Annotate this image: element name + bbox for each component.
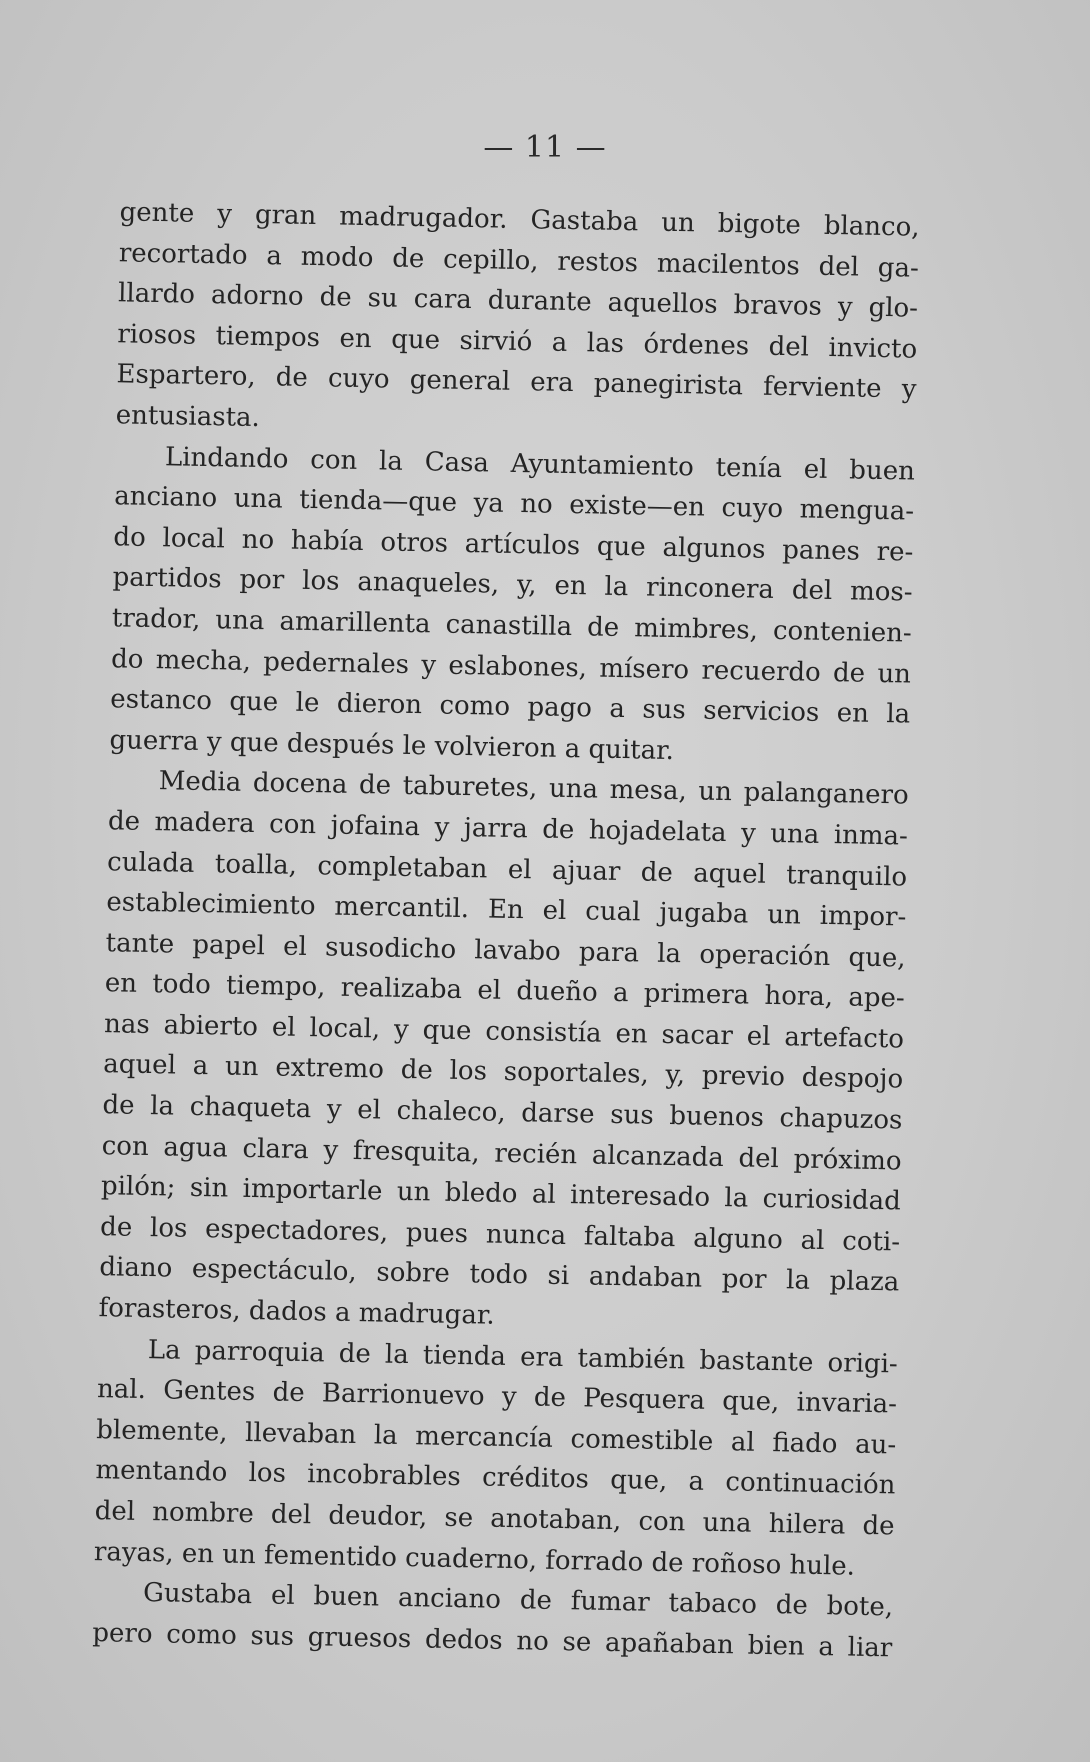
text-line: pilón; sin importarle un bledo al interesado la curiosidad	[100, 1171, 902, 1217]
text-line: culada toalla, completaban el ajuar de aquel tranquilo	[106, 846, 908, 893]
text-line: blemente, llevaban la mercancía comestible al fiado au-	[96, 1414, 897, 1461]
text-line: establecimiento mercantil. En el cual jugaba un impor-	[106, 887, 907, 933]
text-line: guerra y que después le volvieron a quitar.	[109, 724, 675, 766]
text-line: de la chaqueta y el chaleco, darse sus buenos chapuzos	[102, 1090, 903, 1136]
text-line: partidos por los anaqueles, y, en la rinconera del mos-	[112, 562, 913, 608]
text-line: nal. Gentes de Barrionuevo y de Pesquera que, invaria-	[96, 1374, 898, 1420]
text-line: rayas, en un fementido cuaderno, forrado de roñoso hule.	[93, 1536, 856, 1582]
text-line: tante papel el susodicho lavabo para la operación que,	[105, 927, 906, 974]
text-line: del nombre del deudor, se anotaban, con una hilera de	[94, 1496, 895, 1542]
text-line: do local no había otros artículos que algunos panes re-	[113, 522, 914, 568]
text-line: riosos tiempos en que sirvió a las órdenes del invicto	[117, 319, 918, 365]
text-line: La parroquia de la tienda era también bastante origi-	[147, 1334, 899, 1380]
text-line: mentando los incobrables créditos que, a continuación	[95, 1455, 896, 1501]
text-line: entusiasta.	[115, 400, 261, 434]
text-line: Lindando con la Casa Ayuntamiento tenía el buen	[164, 441, 916, 487]
text-line: de madera con jofaina y jarra de hojadelata y una inma-	[107, 806, 909, 852]
text-line: anciano una tienda—que ya no existe—en cuyo mengua-	[113, 481, 915, 527]
text-line: con agua clara y fresquita, recién alcanzada del próximo	[101, 1130, 902, 1177]
text-line: diano espectáculo, sobre todo si andaban por la plaza	[99, 1252, 900, 1298]
text-line: estanco que le dieron como pago a sus servicios en la	[110, 684, 911, 730]
text-line: en todo tiempo, realizaba el dueño a primera hora, ape-	[104, 968, 906, 1014]
text-line: de los espectadores, pues nunca faltaba alguno al coti-	[99, 1211, 901, 1258]
text-line: Espartero, de cuyo general era panegirista ferviente y	[116, 359, 917, 406]
text-line: gente y gran madrugador. Gastaba un bigote blanco,	[119, 197, 920, 243]
text-line: trador, una amarillenta canastilla de mimbres, contenien-	[111, 603, 913, 649]
text-line: aquel a un extremo de los soportales, y, previo despojo	[103, 1049, 904, 1095]
text-line: recortado a modo de cepillo, restos macilentos del ga-	[118, 237, 920, 284]
text-line: nas abierto el local, y que consistía en sacar el artefacto	[103, 1009, 905, 1055]
body-text	[92, 192, 920, 1668]
text-line: Media docena de taburetes, una mesa, un palanganero	[158, 766, 909, 811]
page-number: — 11 —	[483, 130, 607, 165]
text-line: do mecha, pedernales y eslabones, mísero recuerdo de un	[110, 643, 912, 690]
text-line: forasteros, dados a madrugar.	[98, 1293, 495, 1331]
text-line: Gustaba el buen anciano de fumar tabaco de bote,	[142, 1578, 894, 1623]
text-line: llardo adorno de su cara durante aquellos bravos y glo-	[117, 278, 919, 324]
text-line: pero como sus gruesos dedos no se apañaban bien a liar	[92, 1617, 893, 1664]
